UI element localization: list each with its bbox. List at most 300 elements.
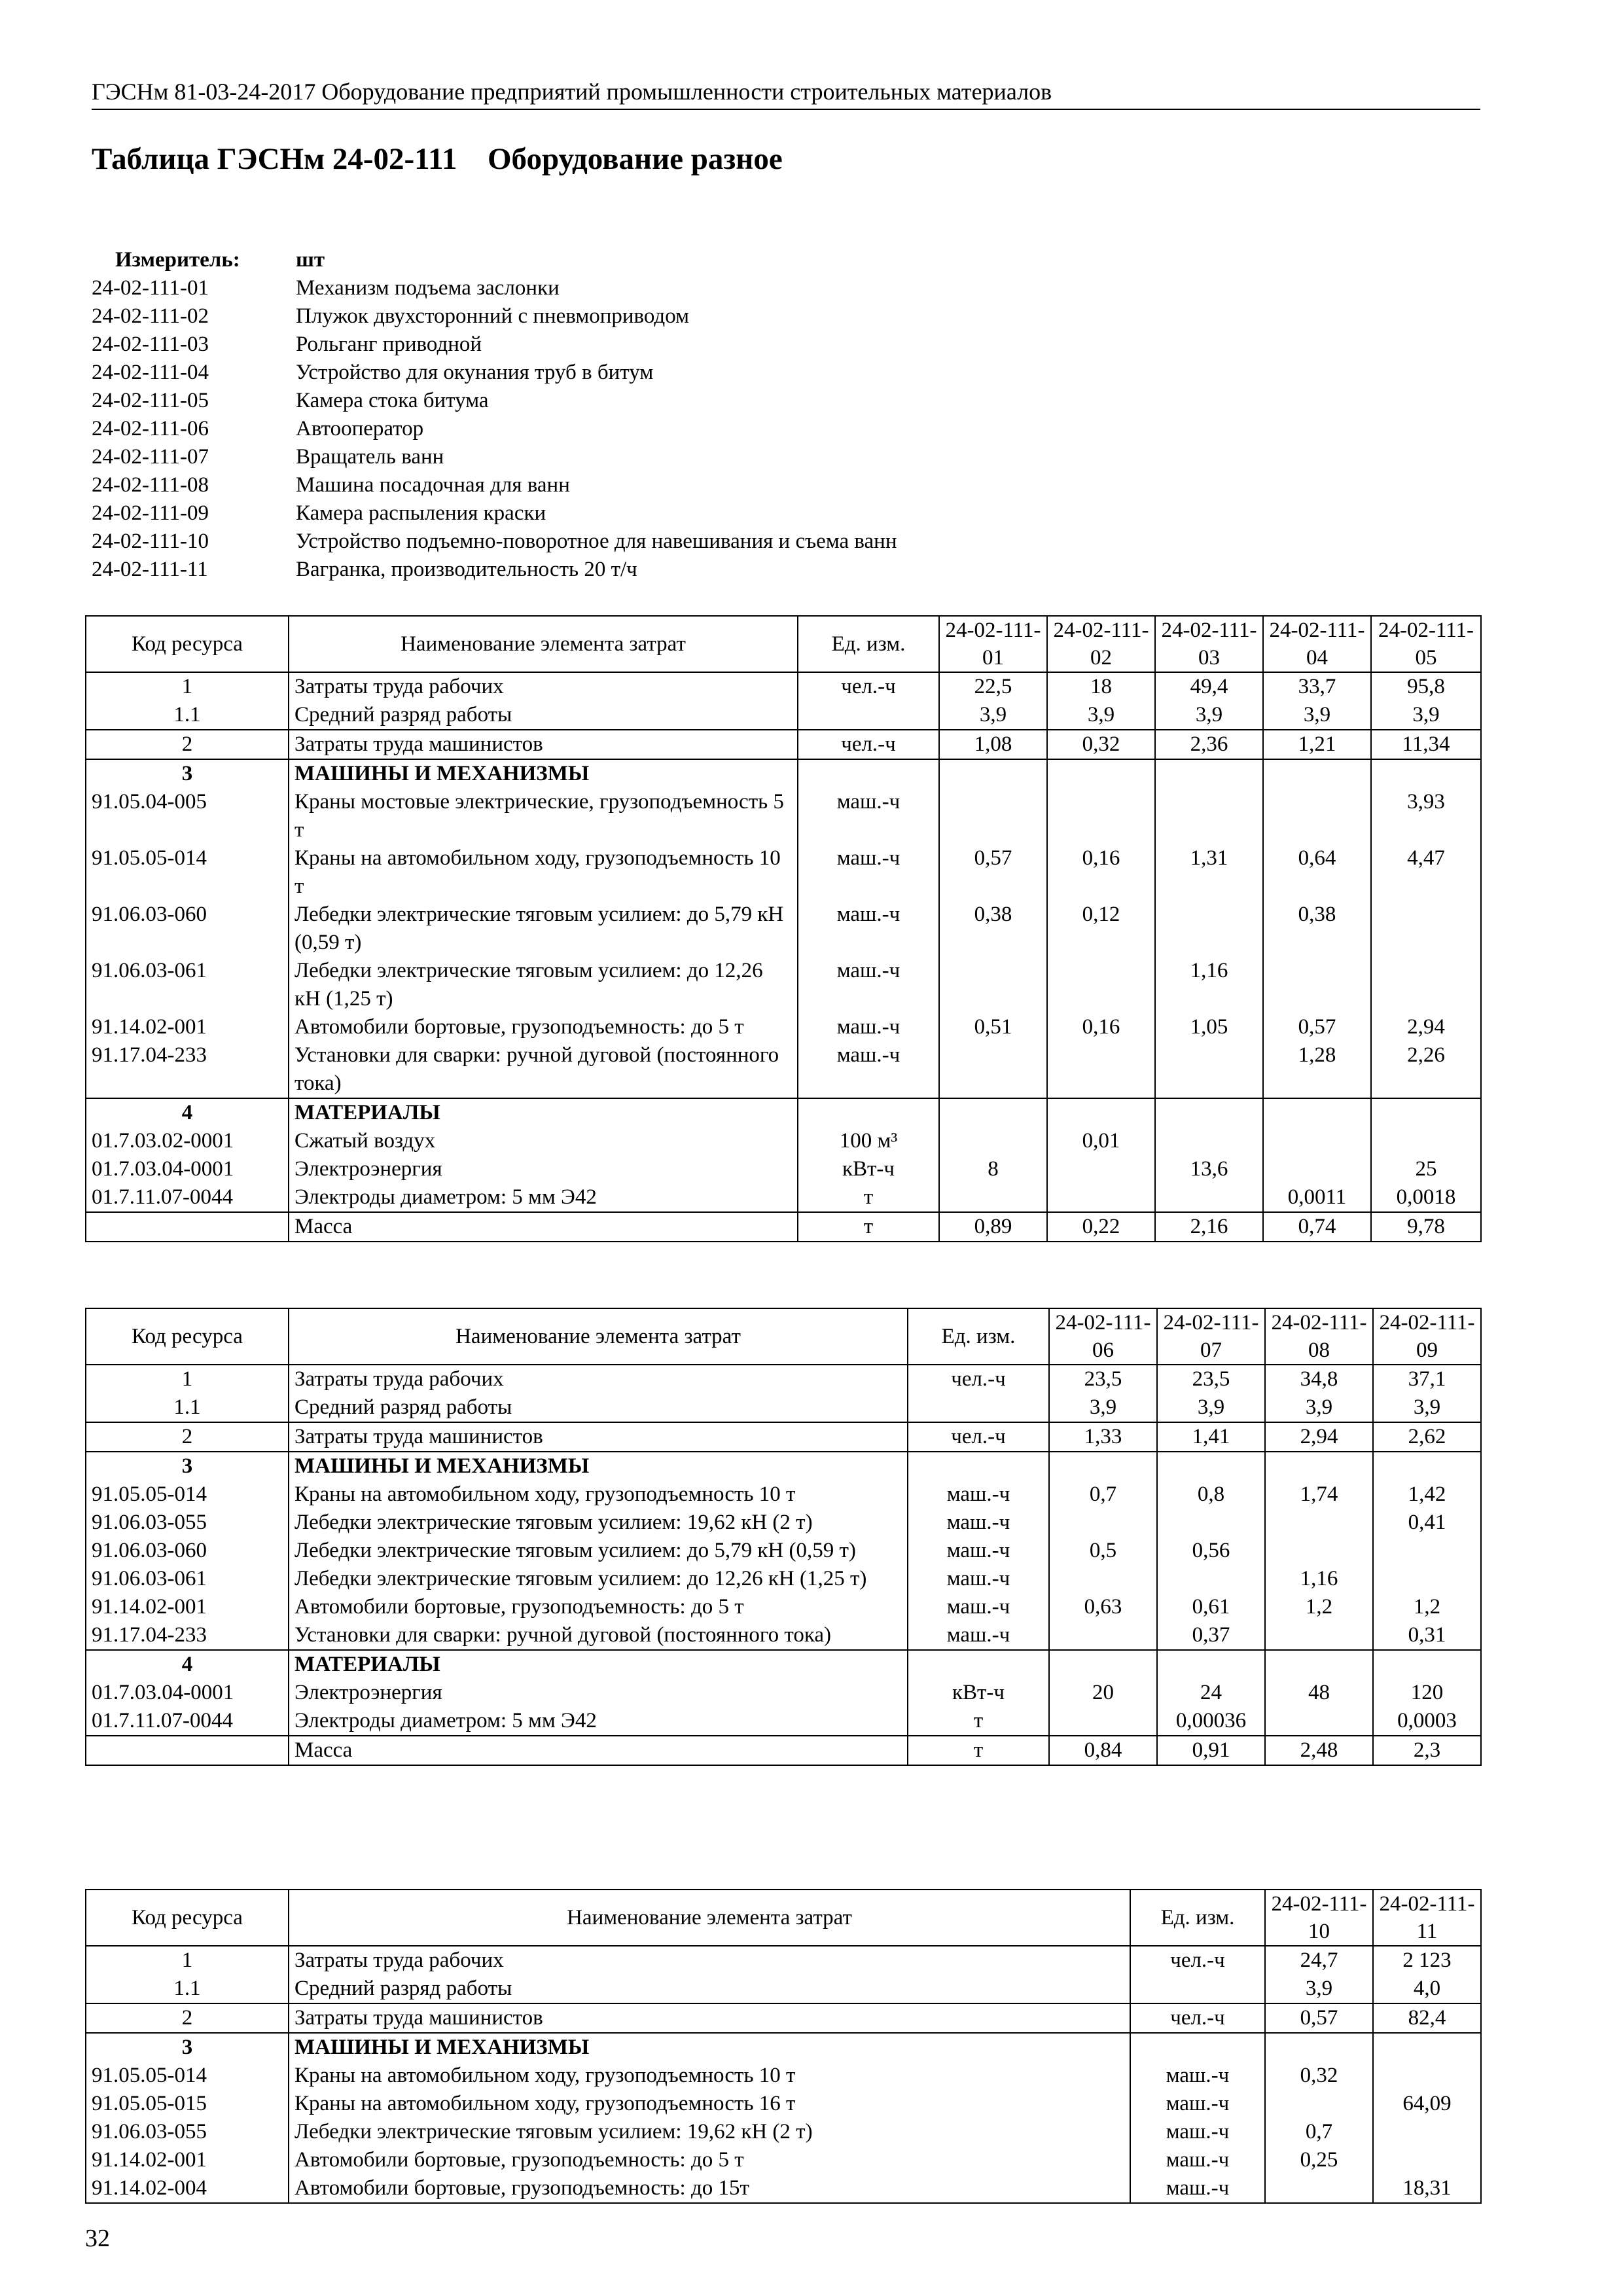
item-code: 24-02-111-07 xyxy=(92,445,209,469)
resource-code: 01.7.11.07-0044 xyxy=(86,1707,289,1736)
resource-code: 1.1 xyxy=(86,701,289,730)
value-cell: 24,7 xyxy=(1265,1946,1373,1975)
value-cell: 82,4 xyxy=(1373,2003,1481,2033)
resource-code: 91.14.02-001 xyxy=(86,1593,289,1621)
value-cell xyxy=(1049,1452,1157,1480)
value-cell xyxy=(1155,788,1263,844)
col-header-norm: 24-02-111-08 xyxy=(1265,1308,1373,1365)
value-cell: 0,57 xyxy=(1265,2003,1373,2033)
value-cell xyxy=(1371,1127,1481,1155)
value-cell xyxy=(1157,1509,1265,1537)
resource-code: 91.05.05-014 xyxy=(86,1480,289,1509)
resource-code: 91.14.02-004 xyxy=(86,2174,289,2203)
cost-element-name: Установки для сварки: ручной дуговой (постоянного тока) xyxy=(289,1621,908,1650)
resource-code xyxy=(86,1212,289,1242)
item-code: 24-02-111-09 xyxy=(92,501,209,525)
resource-code: 3 xyxy=(86,1452,289,1480)
value-cell xyxy=(1263,1155,1371,1183)
col-header-norm: 24-02-111-10 xyxy=(1265,1890,1373,1946)
unit-cell: т xyxy=(908,1736,1049,1765)
table-row xyxy=(86,1422,1481,1452)
value-cell xyxy=(1049,1509,1157,1537)
resource-code: 2 xyxy=(86,2003,289,2033)
item-name: Камера распыления краски xyxy=(296,501,546,525)
value-cell: 0,16 xyxy=(1047,1013,1155,1041)
item-code: 24-02-111-08 xyxy=(92,473,209,497)
table-row xyxy=(86,730,1481,759)
resource-code: 91.06.03-060 xyxy=(86,1537,289,1565)
unit-cell xyxy=(908,1452,1049,1480)
item-code: 24-02-111-04 xyxy=(92,361,209,384)
table-row xyxy=(86,1155,1481,1183)
col-header-name: Наименование элемента затрат xyxy=(289,616,798,672)
value-cell: 0,56 xyxy=(1157,1537,1265,1565)
cost-element-name: МАТЕРИАЛЫ xyxy=(289,1098,798,1127)
table-row xyxy=(86,1013,1481,1041)
value-cell: 4,0 xyxy=(1373,1975,1481,2003)
col-header-norm: 24-02-111-07 xyxy=(1157,1308,1265,1365)
unit-cell: т xyxy=(798,1183,939,1212)
cost-element-name: МАШИНЫ И МЕХАНИЗМЫ xyxy=(289,759,798,788)
cost-table-3 xyxy=(85,1889,1482,2204)
resource-code: 1 xyxy=(86,672,289,701)
resource-code: 91.06.03-060 xyxy=(86,901,289,957)
value-cell xyxy=(1263,1098,1371,1127)
resource-code: 91.17.04-233 xyxy=(86,1041,289,1098)
cost-element-name: Краны на автомобильном ходу, грузоподъемность 10 т xyxy=(289,844,798,901)
resource-code: 91.05.05-014 xyxy=(86,844,289,901)
value-cell: 2,62 xyxy=(1373,1422,1481,1452)
col-header-unit: Ед. изм. xyxy=(1130,1890,1265,1946)
resource-code: 3 xyxy=(86,2033,289,2062)
value-cell: 8 xyxy=(939,1155,1047,1183)
table-row xyxy=(86,1041,1481,1098)
value-cell: 1,16 xyxy=(1265,1565,1373,1593)
value-cell: 1,2 xyxy=(1373,1593,1481,1621)
value-cell: 13,6 xyxy=(1155,1155,1263,1183)
value-cell xyxy=(1049,1707,1157,1736)
value-cell: 1,2 xyxy=(1265,1593,1373,1621)
cost-table-1 xyxy=(85,615,1482,1242)
header-row xyxy=(86,616,1481,672)
cost-element-name: Электроэнергия xyxy=(289,1679,908,1707)
value-cell xyxy=(939,788,1047,844)
table-row xyxy=(86,2146,1481,2174)
item-code: 24-02-111-06 xyxy=(92,417,209,440)
value-cell: 0,91 xyxy=(1157,1736,1265,1765)
resource-code: 91.06.03-055 xyxy=(86,2118,289,2146)
cost-element-name: Затраты труда машинистов xyxy=(289,730,798,759)
unit-cell: маш.-ч xyxy=(908,1509,1049,1537)
cost-element-name: Лебедки электрические тяговым усилием: 19,62 кН (2 т) xyxy=(289,1509,908,1537)
value-cell xyxy=(1263,788,1371,844)
col-header-norm: 24-02-111-01 xyxy=(939,616,1047,672)
resource-code: 2 xyxy=(86,730,289,759)
table-row xyxy=(86,2118,1481,2146)
value-cell: 37,1 xyxy=(1373,1365,1481,1393)
value-cell xyxy=(1371,1098,1481,1127)
resource-code: 91.05.04-005 xyxy=(86,788,289,844)
resource-code xyxy=(86,1736,289,1765)
value-cell: 24 xyxy=(1157,1679,1265,1707)
item-code: 24-02-111-10 xyxy=(92,529,209,553)
value-cell xyxy=(1371,759,1481,788)
value-cell xyxy=(1047,1183,1155,1212)
measure-row xyxy=(92,246,897,274)
unit-cell: чел.-ч xyxy=(1130,1946,1265,1975)
value-cell: 1,16 xyxy=(1155,957,1263,1013)
value-cell: 0,84 xyxy=(1049,1736,1157,1765)
unit-cell xyxy=(798,1098,939,1127)
value-cell: 2,3 xyxy=(1373,1736,1481,1765)
value-cell xyxy=(1371,957,1481,1013)
resource-code: 91.14.02-001 xyxy=(86,2146,289,2174)
item-row xyxy=(92,387,897,415)
item-code: 24-02-111-01 xyxy=(92,276,209,300)
cost-element-name: Масса xyxy=(289,1212,798,1242)
cost-element-name: Масса xyxy=(289,1736,908,1765)
resource-code: 01.7.03.02-0001 xyxy=(86,1127,289,1155)
col-header-norm: 24-02-111-03 xyxy=(1155,616,1263,672)
item-row xyxy=(92,528,897,556)
value-cell: 1,21 xyxy=(1263,730,1371,759)
value-cell xyxy=(1373,2033,1481,2062)
value-cell xyxy=(1373,1565,1481,1593)
value-cell: 3,9 xyxy=(1371,701,1481,730)
unit-cell: кВт-ч xyxy=(908,1679,1049,1707)
item-row xyxy=(92,359,897,387)
value-cell: 0,51 xyxy=(939,1013,1047,1041)
item-row xyxy=(92,443,897,471)
value-cell xyxy=(1047,1155,1155,1183)
value-cell xyxy=(1155,1041,1263,1098)
items-list xyxy=(92,246,897,584)
unit-cell: чел.-ч xyxy=(908,1422,1049,1452)
unit-cell: маш.-ч xyxy=(798,901,939,957)
unit-cell: чел.-ч xyxy=(798,730,939,759)
table-row xyxy=(86,1736,1481,1765)
value-cell: 0,61 xyxy=(1157,1593,1265,1621)
value-cell xyxy=(1265,1509,1373,1537)
table-row xyxy=(86,2174,1481,2203)
unit-cell: маш.-ч xyxy=(1130,2118,1265,2146)
unit-cell xyxy=(798,759,939,788)
col-header-code: Код ресурса xyxy=(86,1890,289,1946)
unit-cell: маш.-ч xyxy=(1130,2174,1265,2203)
value-cell: 0,41 xyxy=(1373,1509,1481,1537)
item-row xyxy=(92,302,897,331)
value-cell xyxy=(1373,1452,1481,1480)
cost-element-name: Автомобили бортовые, грузоподъемность: до 5 т xyxy=(289,2146,1130,2174)
table-row xyxy=(86,2062,1481,2090)
resource-code: 91.06.03-061 xyxy=(86,957,289,1013)
value-cell xyxy=(1155,1183,1263,1212)
item-row xyxy=(92,499,897,528)
cost-element-name: МАТЕРИАЛЫ xyxy=(289,1650,908,1679)
cost-element-name: Краны на автомобильном ходу, грузоподъемность 16 т xyxy=(289,2090,1130,2118)
value-cell xyxy=(939,1041,1047,1098)
cost-element-name: Средний разряд работы xyxy=(289,1393,908,1422)
cost-element-name: Электроэнергия xyxy=(289,1155,798,1183)
value-cell: 0,7 xyxy=(1265,2118,1373,2146)
table-row xyxy=(86,788,1481,844)
value-cell: 0,63 xyxy=(1049,1593,1157,1621)
unit-cell: маш.-ч xyxy=(1130,2090,1265,2118)
item-name: Механизм подъема заслонки xyxy=(296,276,560,300)
value-cell: 95,8 xyxy=(1371,672,1481,701)
value-cell: 3,9 xyxy=(1265,1975,1373,2003)
value-cell: 0,7 xyxy=(1049,1480,1157,1509)
value-cell xyxy=(1155,1098,1263,1127)
value-cell: 2,16 xyxy=(1155,1212,1263,1242)
value-cell xyxy=(1047,957,1155,1013)
resource-code: 91.05.05-015 xyxy=(86,2090,289,2118)
running-header: ГЭСНм 81-03-24-2017 Оборудование предприятий промышленности строительных материалов xyxy=(92,77,1480,110)
unit-cell: чел.-ч xyxy=(1130,2003,1265,2033)
value-cell xyxy=(1265,2033,1373,2062)
col-header-unit: Ед. изм. xyxy=(798,616,939,672)
table-row xyxy=(86,2090,1481,2118)
unit-cell: маш.-ч xyxy=(798,844,939,901)
cost-element-name: Автомобили бортовые, грузоподъемность: до 5 т xyxy=(289,1013,798,1041)
item-name: Машина посадочная для ванн xyxy=(296,473,570,497)
value-cell xyxy=(1265,2090,1373,2118)
table-row xyxy=(86,844,1481,901)
value-cell xyxy=(1265,2174,1373,2203)
unit-cell: кВт-ч xyxy=(798,1155,939,1183)
item-row xyxy=(92,556,897,584)
value-cell: 2,94 xyxy=(1265,1422,1373,1452)
table-row xyxy=(86,1183,1481,1212)
measure-label: Измеритель: xyxy=(115,248,240,272)
value-cell: 0,57 xyxy=(1263,1013,1371,1041)
table-row xyxy=(86,1365,1481,1393)
value-cell: 64,09 xyxy=(1373,2090,1481,2118)
cost-element-name: Средний разряд работы xyxy=(289,1975,1130,2003)
value-cell: 0,5 xyxy=(1049,1537,1157,1565)
table-row xyxy=(86,1212,1481,1242)
value-cell: 3,9 xyxy=(1047,701,1155,730)
value-cell xyxy=(1047,759,1155,788)
unit-cell: чел.-ч xyxy=(798,672,939,701)
header-row xyxy=(86,1890,1481,1946)
value-cell xyxy=(1049,1621,1157,1650)
item-name: Вагранка, производительность 20 т/ч xyxy=(296,558,637,581)
cost-element-name: МАШИНЫ И МЕХАНИЗМЫ xyxy=(289,2033,1130,2062)
item-name: Рольганг приводной xyxy=(296,332,482,356)
resource-code: 4 xyxy=(86,1098,289,1127)
item-name: Устройство для окунания труб в битум xyxy=(296,361,654,384)
cost-element-name: Краны на автомобильном ходу, грузоподъемность 10 т xyxy=(289,1480,908,1509)
table-row xyxy=(86,1565,1481,1593)
cost-element-name: Автомобили бортовые, грузоподъемность: до 5 т xyxy=(289,1593,908,1621)
table-row xyxy=(86,1127,1481,1155)
value-cell xyxy=(1047,788,1155,844)
cost-element-name: Краны мостовые электрические, грузоподъемность 5 т xyxy=(289,788,798,844)
value-cell: 0,0011 xyxy=(1263,1183,1371,1212)
resource-code: 91.06.03-055 xyxy=(86,1509,289,1537)
table-row xyxy=(86,957,1481,1013)
value-cell: 1,31 xyxy=(1155,844,1263,901)
value-cell: 2,26 xyxy=(1371,1041,1481,1098)
table-row xyxy=(86,1393,1481,1422)
cost-element-name: Лебедки электрические тяговым усилием: до 5,79 кН (0,59 т) xyxy=(289,1537,908,1565)
unit-cell: маш.-ч xyxy=(798,1041,939,1098)
value-cell xyxy=(1373,2146,1481,2174)
value-cell: 3,9 xyxy=(1263,701,1371,730)
cost-element-name: Краны на автомобильном ходу, грузоподъемность 10 т xyxy=(289,2062,1130,2090)
unit-cell: маш.-ч xyxy=(908,1593,1049,1621)
cost-element-name: Автомобили бортовые, грузоподъемность: до 15т xyxy=(289,2174,1130,2203)
cost-element-name: Сжатый воздух xyxy=(289,1127,798,1155)
col-header-norm: 24-02-111-02 xyxy=(1047,616,1155,672)
unit-cell xyxy=(908,1650,1049,1679)
unit-cell xyxy=(1130,2033,1265,2062)
unit-cell: маш.-ч xyxy=(908,1480,1049,1509)
value-cell xyxy=(1373,2118,1481,2146)
table-row xyxy=(86,1679,1481,1707)
unit-cell: маш.-ч xyxy=(908,1565,1049,1593)
value-cell: 1,08 xyxy=(939,730,1047,759)
table-row xyxy=(86,1593,1481,1621)
cost-element-name: Затраты труда машинистов xyxy=(289,1422,908,1452)
value-cell: 18,31 xyxy=(1373,2174,1481,2203)
unit-cell: чел.-ч xyxy=(908,1365,1049,1393)
measure-value: шт xyxy=(296,248,325,272)
cost-element-name: Лебедки электрические тяговым усилием: 19,62 кН (2 т) xyxy=(289,2118,1130,2146)
cost-element-name: Лебедки электрические тяговым усилием: до 12,26 кН (1,25 т) xyxy=(289,1565,908,1593)
value-cell: 18 xyxy=(1047,672,1155,701)
unit-cell: маш.-ч xyxy=(908,1537,1049,1565)
value-cell: 0,31 xyxy=(1373,1621,1481,1650)
value-cell: 3,9 xyxy=(1049,1393,1157,1422)
value-cell: 0,00036 xyxy=(1157,1707,1265,1736)
value-cell: 3,9 xyxy=(939,701,1047,730)
cost-element-name: Затраты труда рабочих xyxy=(289,1946,1130,1975)
unit-cell: маш.-ч xyxy=(798,1013,939,1041)
col-header-name: Наименование элемента затрат xyxy=(289,1308,908,1365)
value-cell: 0,38 xyxy=(1263,901,1371,957)
table-row xyxy=(86,2033,1481,2062)
item-name: Устройство подъемно-поворотное для навешивания и съема ванн xyxy=(296,529,897,553)
value-cell: 34,8 xyxy=(1265,1365,1373,1393)
table-row xyxy=(86,1098,1481,1127)
value-cell: 9,78 xyxy=(1371,1212,1481,1242)
table-row xyxy=(86,1537,1481,1565)
resource-code: 1 xyxy=(86,1946,289,1975)
value-cell: 3,9 xyxy=(1155,701,1263,730)
value-cell: 20 xyxy=(1049,1679,1157,1707)
resource-code: 1 xyxy=(86,1365,289,1393)
value-cell xyxy=(1263,957,1371,1013)
cost-element-name: Установки для сварки: ручной дуговой (постоянного тока) xyxy=(289,1041,798,1098)
cost-element-name: Лебедки электрические тяговым усилием: до 5,79 кН (0,59 т) xyxy=(289,901,798,957)
resource-code: 01.7.11.07-0044 xyxy=(86,1183,289,1212)
value-cell xyxy=(939,759,1047,788)
value-cell: 0,38 xyxy=(939,901,1047,957)
table-row xyxy=(86,1946,1481,1975)
resource-code: 01.7.03.04-0001 xyxy=(86,1679,289,1707)
unit-cell: маш.-ч xyxy=(908,1621,1049,1650)
value-cell: 0,22 xyxy=(1047,1212,1155,1242)
table-row xyxy=(86,1452,1481,1480)
value-cell xyxy=(1155,901,1263,957)
value-cell xyxy=(1155,759,1263,788)
table-title-number: Таблица ГЭСНм 24-02-111 xyxy=(92,142,457,176)
item-row xyxy=(92,274,897,302)
resource-code: 91.14.02-001 xyxy=(86,1013,289,1041)
table-row xyxy=(86,901,1481,957)
unit-cell xyxy=(1130,1975,1265,2003)
item-code: 24-02-111-03 xyxy=(92,332,209,356)
value-cell: 0,16 xyxy=(1047,844,1155,901)
value-cell: 0,0018 xyxy=(1371,1183,1481,1212)
value-cell: 25 xyxy=(1371,1155,1481,1183)
col-header-norm: 24-02-111-06 xyxy=(1049,1308,1157,1365)
unit-cell: 100 м³ xyxy=(798,1127,939,1155)
value-cell: 3,9 xyxy=(1265,1393,1373,1422)
resource-code: 2 xyxy=(86,1422,289,1452)
value-cell: 0,57 xyxy=(939,844,1047,901)
value-cell: 0,8 xyxy=(1157,1480,1265,1509)
value-cell: 1,41 xyxy=(1157,1422,1265,1452)
value-cell: 1,28 xyxy=(1263,1041,1371,1098)
value-cell xyxy=(1047,1041,1155,1098)
table-row xyxy=(86,1480,1481,1509)
value-cell: 3,93 xyxy=(1371,788,1481,844)
table-row xyxy=(86,1975,1481,2003)
col-header-unit: Ед. изм. xyxy=(908,1308,1049,1365)
value-cell: 33,7 xyxy=(1263,672,1371,701)
resource-code: 91.05.05-014 xyxy=(86,2062,289,2090)
table-row xyxy=(86,672,1481,701)
value-cell: 2 123 xyxy=(1373,1946,1481,1975)
item-row xyxy=(92,415,897,443)
value-cell xyxy=(1265,1452,1373,1480)
value-cell xyxy=(1157,1452,1265,1480)
resource-code: 01.7.03.04-0001 xyxy=(86,1155,289,1183)
value-cell xyxy=(1265,1621,1373,1650)
item-name: Камера стока битума xyxy=(296,389,489,412)
value-cell: 1,33 xyxy=(1049,1422,1157,1452)
value-cell xyxy=(1049,1650,1157,1679)
value-cell: 3,9 xyxy=(1373,1393,1481,1422)
value-cell xyxy=(1263,759,1371,788)
item-code: 24-02-111-11 xyxy=(92,558,208,581)
cost-element-name: Затраты труда машинистов xyxy=(289,2003,1130,2033)
value-cell: 2,48 xyxy=(1265,1736,1373,1765)
table-row xyxy=(86,1650,1481,1679)
value-cell xyxy=(1373,2062,1481,2090)
unit-cell: маш.-ч xyxy=(1130,2146,1265,2174)
cost-element-name: Электроды диаметром: 5 мм Э42 xyxy=(289,1707,908,1736)
value-cell xyxy=(1265,1707,1373,1736)
cost-element-name: Лебедки электрические тяговым усилием: до 12,26 кН (1,25 т) xyxy=(289,957,798,1013)
value-cell: 120 xyxy=(1373,1679,1481,1707)
table-row xyxy=(86,2003,1481,2033)
cost-element-name: Электроды диаметром: 5 мм Э42 xyxy=(289,1183,798,1212)
value-cell xyxy=(1157,1565,1265,1593)
item-row xyxy=(92,471,897,499)
value-cell: 0,32 xyxy=(1047,730,1155,759)
resource-code: 1.1 xyxy=(86,1393,289,1422)
value-cell xyxy=(1049,1565,1157,1593)
value-cell xyxy=(1155,1127,1263,1155)
value-cell: 2,36 xyxy=(1155,730,1263,759)
value-cell xyxy=(939,1127,1047,1155)
item-code: 24-02-111-02 xyxy=(92,304,209,328)
value-cell: 3,9 xyxy=(1157,1393,1265,1422)
